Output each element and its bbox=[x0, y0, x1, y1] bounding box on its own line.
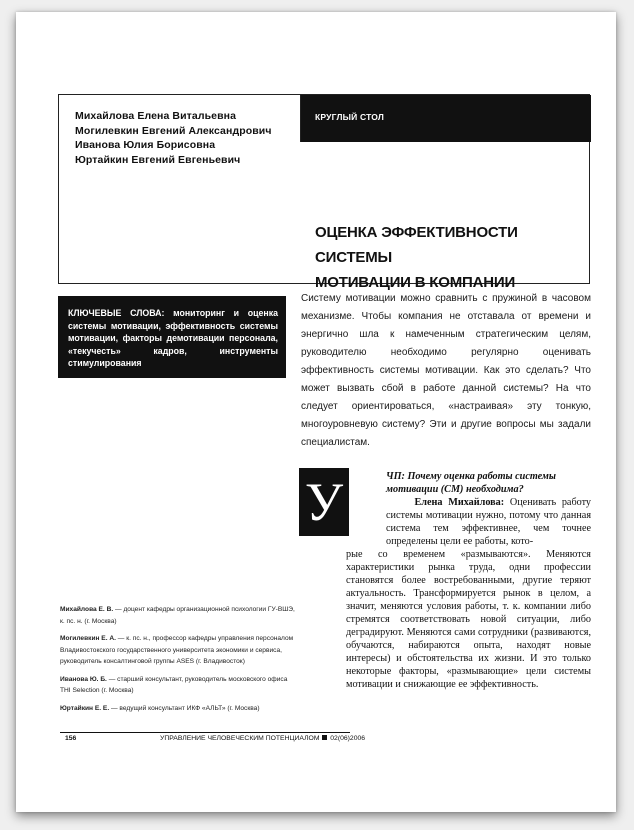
header-frame bbox=[58, 94, 590, 291]
footer-rule bbox=[60, 732, 350, 733]
answer-paragraph-continued: рые со временем «размываются». Меняются характеристики рынка труда, одни профессии становятся более востребованными, другие теряют актуальность. Трансформируется рынок в целом, а значит, меняются условия работы, т. к. компании либо стремятся соответствовать новой ситуации, либо деградируют. Меняются сами сотрудники (развиваются, обучаются, набираются опыта, находят новые интересы) и обстоятельства их жизни. И это только некоторые факторы, «размывающие» цели системы мотивации и снижающие ее эффективность. bbox=[346, 549, 591, 690]
journal-page bbox=[16, 12, 616, 812]
bio-item bbox=[60, 674, 298, 697]
title-line-2: МОТИВАЦИИ В КОМПАНИИ bbox=[315, 274, 516, 291]
author-name: Иванова Юлия Борисовна bbox=[75, 139, 216, 151]
page-number: 156 bbox=[65, 735, 77, 742]
article-title bbox=[315, 220, 585, 295]
bio-name: Юртайкин Е. Е. bbox=[60, 704, 110, 712]
issue-number: 02(06)2006 bbox=[330, 735, 366, 742]
bio-text: — старший консультант, руководитель московского офиса THI Selection (г. Москва) bbox=[60, 675, 288, 694]
bio-text: — доцент кафедры организационной психологии ГУ-ВШЭ, к. пс. н. (г. Москва) bbox=[60, 606, 295, 625]
bio-name: Михайлова Е. В. bbox=[60, 606, 114, 613]
answer-paragraph-start bbox=[386, 496, 591, 548]
author-list bbox=[75, 109, 272, 167]
intro-paragraph: Систему мотивации можно сравнить с пружиной в часовом механизме. Чтобы компания не отставала от времени и энергично шла к намеченным стратегическим целям, руководителю необходимо регулярно оценивать эффективность системы мотивации. Как это сделать? Что может вызвать сбой в работе данной системы? На что следует ориентироваться, «настраивая» эту тонкую, многоуровневую систему? Эти и другие вопросы мы задали специалистам. bbox=[301, 293, 591, 448]
square-bullet-icon bbox=[322, 735, 327, 740]
speaker-name: Елена Михайлова: bbox=[414, 497, 505, 508]
bio-item bbox=[60, 604, 298, 627]
interview-question: ЧП: Почему оценка работы системы мотивации (СМ) необходима? bbox=[386, 471, 556, 495]
author-bios bbox=[60, 604, 298, 720]
author-name: Могилевкин Евгений Александрович bbox=[75, 124, 272, 137]
bio-item bbox=[60, 703, 298, 715]
author-name: Юртайкин Евгений Евгеньевич bbox=[75, 153, 241, 166]
keywords-box: КЛЮЧЕВЫЕ СЛОВА: мониторинг и оценка системы мотивации, эффективность системы мотивации, факторы демотивации персонала, «текучесть» кадров, инструменты стимулирования bbox=[58, 296, 286, 378]
title-line-1: ОЦЕНКА ЭФФЕКТИВНОСТИ СИСТЕМЫ bbox=[315, 224, 518, 266]
bio-text: — ведущий консультант ИКФ «АЛЬТ» (г. Москва) bbox=[109, 704, 260, 712]
bio-name: Могилевкин Е. А. bbox=[60, 635, 116, 642]
author-name: Михайлова Елена Витальевна bbox=[75, 110, 237, 122]
journal-name: УПРАВЛЕНИЕ ЧЕЛОВЕЧЕСКИМ ПОТЕНЦИАЛОМ bbox=[160, 735, 320, 742]
section-label: КРУГЛЫЙ СТОЛ bbox=[301, 95, 591, 142]
bio-text: — к. пс. н., профессор кафедры управления персоналом Владивостокского государственного университета экономики и сервиса, руководитель консалтинговой группы ASES (г. Владивосток) bbox=[60, 635, 294, 665]
drop-cap: У bbox=[299, 468, 349, 536]
bio-item bbox=[60, 633, 298, 668]
journal-info bbox=[160, 735, 365, 742]
answer-text-1: Оценивать работу системы мотивации нужно, потому что данная система тем эффективнее, чем точнее определены цели ее работы, кото- bbox=[386, 497, 592, 547]
bio-name: Иванова Ю. Б. bbox=[60, 675, 107, 683]
